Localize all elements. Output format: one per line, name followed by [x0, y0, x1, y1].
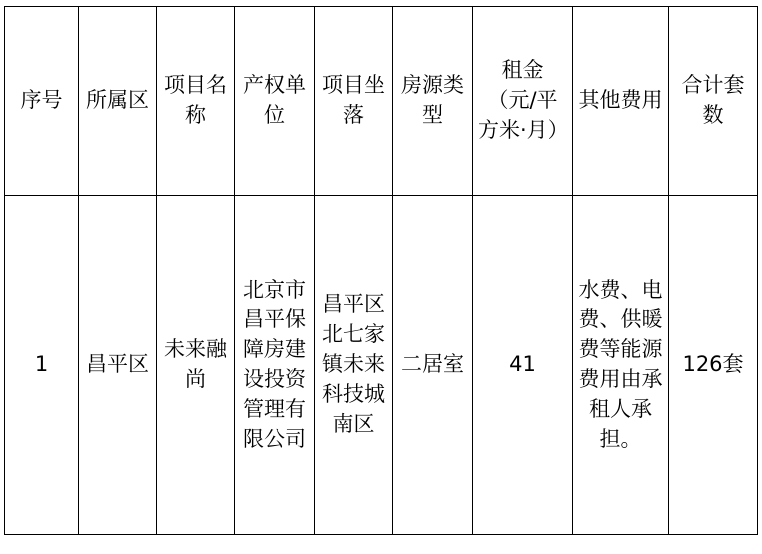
column-header-rent-label: 租金（元/平方米·月） — [478, 58, 569, 142]
cell-owner-unit-value: 北京市昌平保障房建设投资管理有限公司 — [243, 277, 306, 451]
column-header-index — [5, 7, 79, 196]
table-row — [5, 196, 758, 535]
cell-other-fees — [573, 196, 669, 535]
cell-project-name — [157, 196, 235, 535]
column-header-other-fees — [573, 7, 669, 196]
housing-listing-table — [4, 6, 758, 535]
cell-housing-type-value: 二居室 — [401, 352, 464, 377]
cell-other-fees-value: 水费、电费、供暖费等能源费用由承租人承担。 — [578, 277, 663, 451]
column-header-total-units — [669, 7, 758, 196]
column-header-project-name — [157, 7, 235, 196]
cell-location-value: 昌平区北七家镇未来科技城南区 — [322, 292, 385, 436]
column-header-district-label: 所属区 — [86, 88, 149, 113]
column-header-owner-unit-label: 产权单位 — [243, 73, 306, 127]
column-header-housing-type — [393, 7, 473, 196]
cell-total-units — [669, 196, 758, 535]
column-header-housing-type-label: 房源类型 — [401, 73, 464, 127]
column-header-location — [315, 7, 393, 196]
cell-rent — [473, 196, 573, 535]
column-header-owner-unit — [235, 7, 315, 196]
cell-district — [79, 196, 157, 535]
cell-rent-value: 41 — [509, 352, 536, 377]
cell-index-value: 1 — [34, 352, 49, 377]
table-header — [5, 7, 758, 196]
column-header-total-units-label: 合计套数 — [681, 73, 745, 127]
column-header-other-fees-label: 其他费用 — [578, 88, 663, 113]
table-header-row — [5, 7, 758, 196]
column-header-rent — [473, 7, 573, 196]
cell-total-units-value: 126套 — [682, 352, 744, 377]
cell-project-name-value: 未来融尚 — [164, 337, 227, 391]
cell-housing-type — [393, 196, 473, 535]
table-body — [5, 196, 758, 535]
column-header-index-label: 序号 — [20, 88, 63, 113]
cell-index — [5, 196, 79, 535]
cell-district-value: 昌平区 — [86, 352, 149, 377]
cell-owner-unit — [235, 196, 315, 535]
cell-location — [315, 196, 393, 535]
column-header-project-name-label: 项目名称 — [164, 73, 227, 127]
column-header-location-label: 项目坐落 — [322, 73, 385, 127]
column-header-district — [79, 7, 157, 196]
